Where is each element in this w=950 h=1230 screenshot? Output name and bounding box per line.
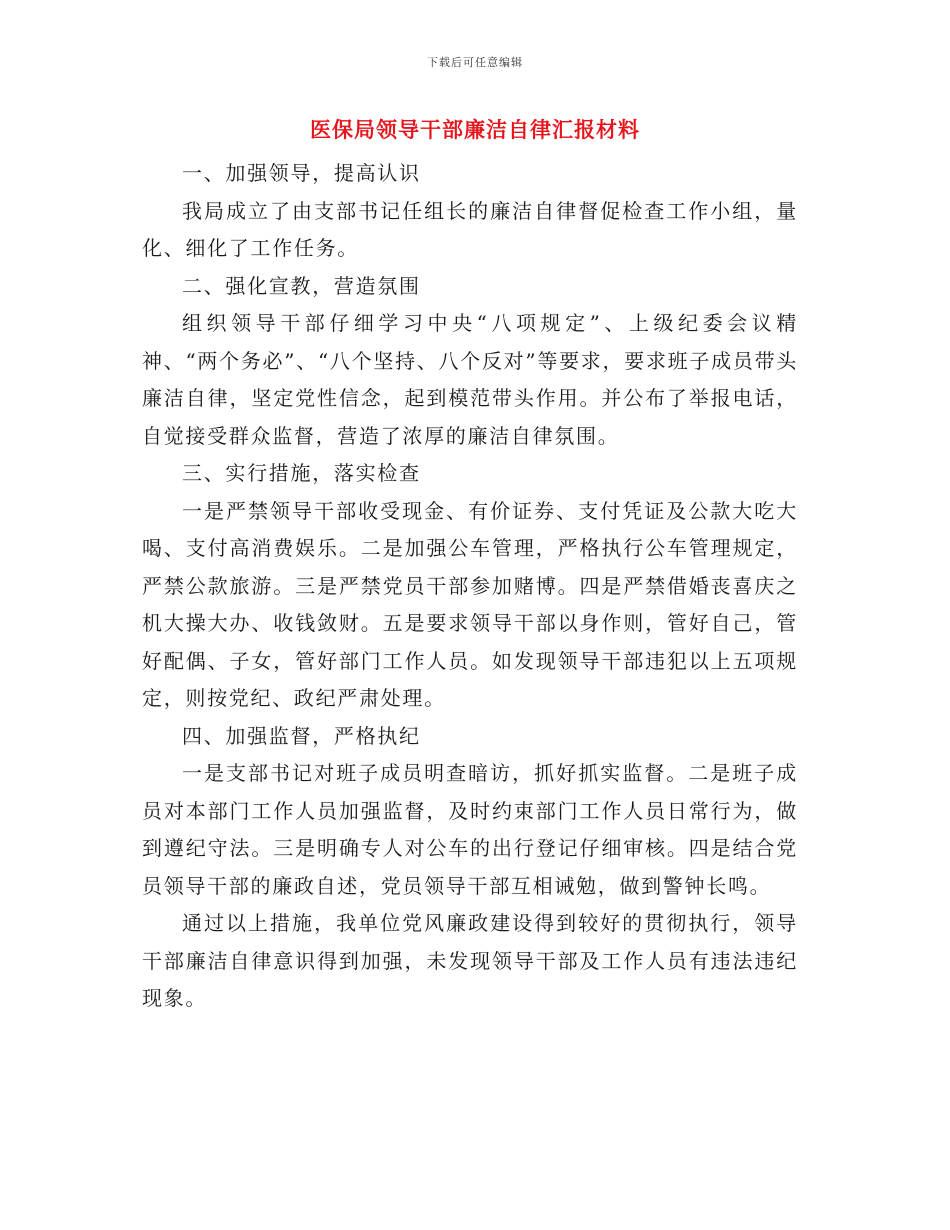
paragraph-3: 一是严禁领导干部收受现金、有价证券、支付凭证及公款大吃大喝、支付高消费娱乐。二是加强公车管理，严格执行公车管理规定，严禁公款旅游。三是严禁党员干部参加赌博。四是严禁借婚丧喜庆之机大操大办、收钱敛财。五是要求领导干部以身作则，管好自己，管好配偶、子女，管好部门工作人员。如发现领导干部违犯以上五项规定，则按党纪、政纪严肃处理。 xyxy=(142,498,798,710)
paragraph-4: 一是支部书记对班子成员明查暗访，抓好抓实监督。二是班子成员对本部门工作人员加强监督，及时约束部门工作人员日常行为，做到遵纪守法。三是明确专人对公车的出行登记仔细审核。四是结合党员领导干部的廉政自述，党员领导干部互相诫勉，做到警钟长鸣。 xyxy=(142,761,798,898)
document-title: 医保局领导干部廉洁自律汇报材料 xyxy=(310,117,640,142)
paragraph-1: 我局成立了由支部书记任组长的廉洁自律督促检查工作小组，量化、细化了工作任务。 xyxy=(142,198,798,260)
section-heading-4: 四、加强监督，严格执纪 xyxy=(182,723,421,748)
document-body xyxy=(142,155,798,1018)
paragraph-conclusion: 通过以上措施，我单位党风廉政建设得到较好的贯彻执行，领导干部廉洁自律意识得到加强，未发现领导干部及工作人员有违法违纪现象。 xyxy=(142,911,798,1010)
section-heading-1: 一、加强领导，提高认识 xyxy=(182,161,421,185)
paragraph-2: 组织领导干部仔细学习中央“八项规定”、上级纪委会议精神、“两个务必”、“八个坚持、八个反对”等要求，要求班子成员带头廉洁自律，坚定党性信念，起到模范带头作用。并公布了举报电话，自觉接受群众监督，营造了浓厚的廉洁自律氛围。 xyxy=(142,311,798,448)
section-heading-2: 二、强化宣教，营造氛围 xyxy=(182,273,421,298)
header-note: 下载后可任意编辑 xyxy=(427,56,523,69)
section-heading-3: 三、实行措施，落实检查 xyxy=(182,461,421,485)
